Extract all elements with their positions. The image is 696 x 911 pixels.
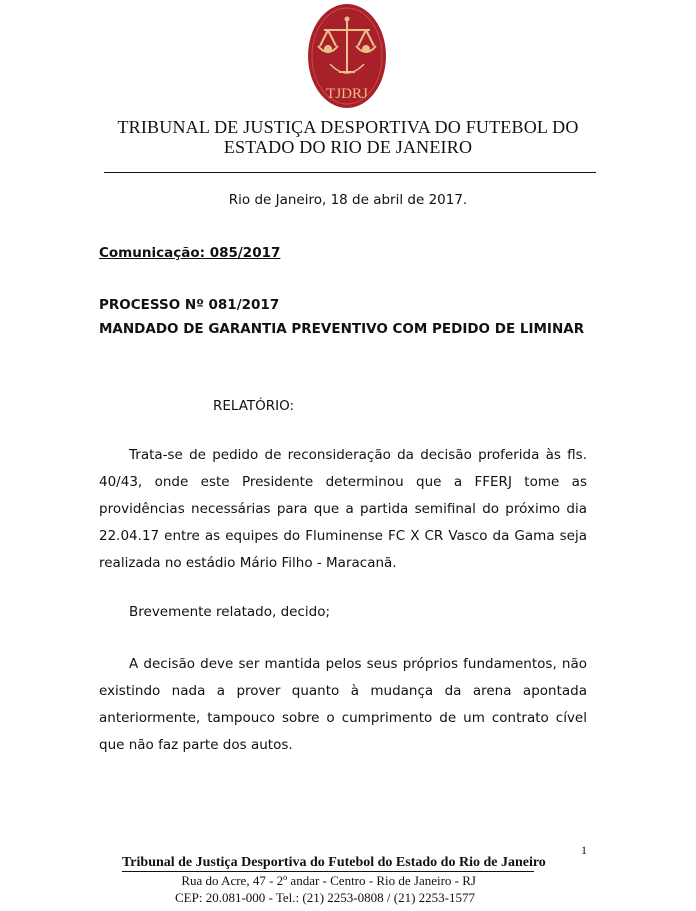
document-date: Rio de Janeiro, 18 de abril de 2017. — [228, 192, 468, 208]
left-pan-weight — [324, 45, 332, 53]
footer-court-name: Tribunal de Justiça Desportiva do Futebol do Estado do Rio de Janeiro — [122, 855, 546, 870]
court-name-line-2: ESTADO DO RIO DE JANEIRO — [223, 137, 473, 157]
process-number: PROCESSO Nº 081/2017 — [99, 297, 280, 313]
right-pan-weight — [362, 45, 370, 53]
page-number: 1 — [581, 843, 587, 857]
seal-text: TJDRJ — [326, 86, 368, 102]
header-divider — [104, 172, 596, 173]
communication-number: Comunicação: 085/2017 — [99, 245, 281, 261]
tjdrj-seal-logo — [306, 2, 388, 110]
paragraph-brief-report: Brevemente relatado, decido; — [129, 604, 331, 620]
process-title: MANDADO DE GARANTIA PREVENTIVO COM PEDIDO DE LIMINAR — [99, 321, 585, 337]
report-heading: RELATÓRIO: — [213, 398, 295, 414]
footer-contact: CEP: 20.081-000 - Tel.: (21) 2253-0808 / (21) 2253-1577 — [175, 890, 475, 905]
paragraph-decision: A decisão deve ser mantida pelos seus próprios fundamentos, não existindo nada a prover quanto à mudança da arena apontada anteriormente, tampouco sobre o cumprimento de um contrato cível que não faz parte dos autos. — [99, 656, 587, 753]
footer-address: Rua do Acre, 47 - 2º andar - Centro - Rio de Janeiro - RJ — [181, 873, 476, 888]
paragraph-reconsideration: Trata-se de pedido de reconsideração da decisão proferida às fls. 40/43, onde este Presidente determinou que a FFERJ tome as providências necessárias para que a partida semifinal do próximo dia 22.04.17 entre as equipes do Fluminense FC X CR Vasco da Gama seja realizada no estádio Mário Filho - Maracanã. — [99, 447, 587, 571]
scale-top-knob — [345, 17, 350, 22]
court-name-line-1: TRIBUNAL DE JUSTIÇA DESPORTIVA DO FUTEBOL DO — [117, 117, 579, 137]
